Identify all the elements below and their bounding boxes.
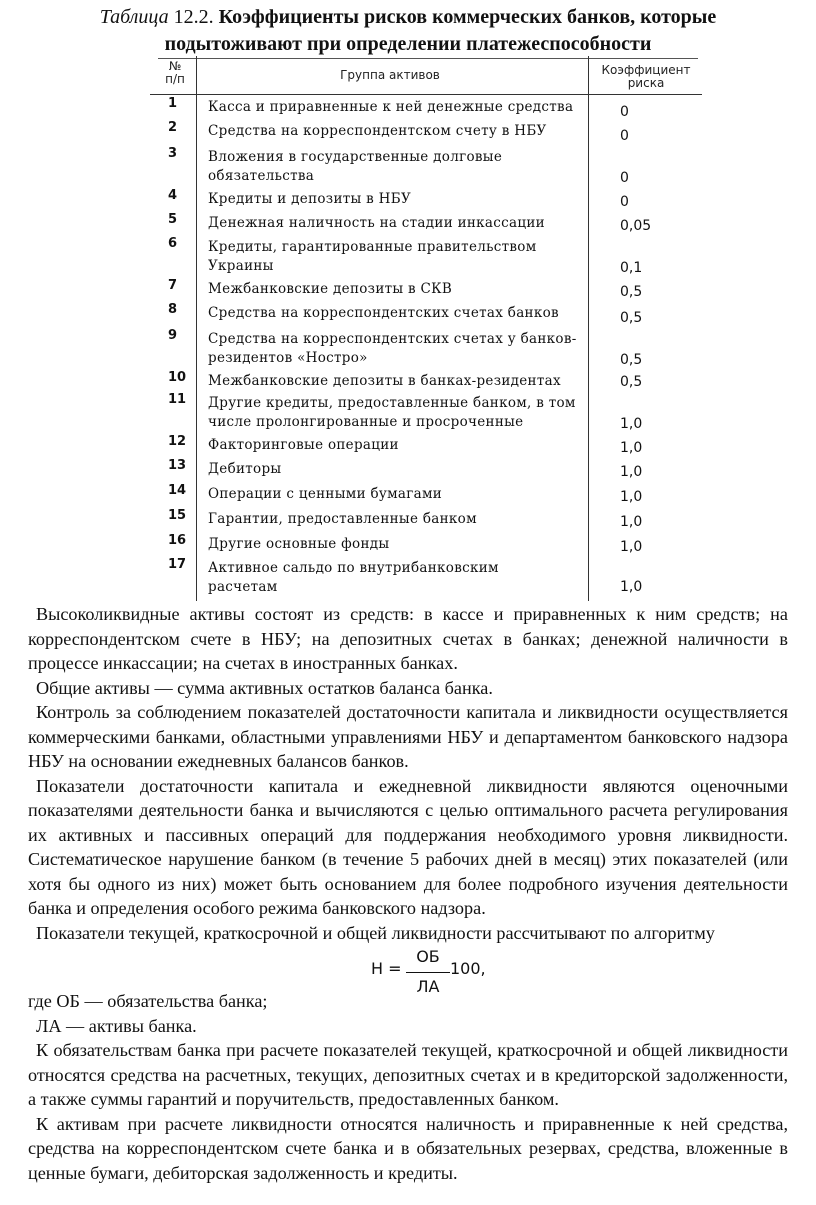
row-num: 6 [168, 236, 178, 251]
risk-coefficients-table [150, 56, 702, 601]
row-name: Операции с ценными бумагами [208, 486, 443, 502]
row-value: 1,0 [620, 464, 643, 480]
row-num: 10 [168, 370, 187, 385]
row-num: 1 [168, 96, 178, 111]
header-coef [594, 64, 698, 90]
row-value: 0 [620, 128, 629, 144]
paragraph: ЛА — активы банка. [36, 1015, 197, 1036]
paragraph: Общие активы — сумма активных остатков баланса банка. [36, 677, 493, 698]
row-name: Межбанковские депозиты в банках-резидентах [208, 373, 561, 389]
row-value: 0 [620, 104, 629, 120]
header-group: Группа активов [340, 68, 440, 82]
row-num: 4 [168, 188, 178, 203]
row-value: 0,5 [620, 352, 643, 368]
row-value: 0,5 [620, 284, 643, 300]
col-divider-1 [196, 56, 197, 601]
row-value: 0,5 [620, 374, 643, 390]
row-value: 1,0 [620, 579, 643, 595]
header-num [156, 60, 194, 86]
row-value: 1,0 [620, 416, 643, 432]
formula-fraction [406, 945, 450, 999]
row-num: 13 [168, 458, 187, 473]
row-value: 1,0 [620, 489, 643, 505]
row-num: 14 [168, 483, 187, 498]
formula-denominator: ЛА [416, 976, 440, 996]
row-value: 0,1 [620, 260, 643, 276]
caption-number: 12.2. [168, 6, 219, 28]
header-coef-line2: риска [627, 76, 665, 90]
paragraph: Высоколиквидные активы состоят из средств: в кассе и приравненных к ним средств; на корреспондентском счете в НБУ; на депозитных счетах в банках; денежной наличности в процессе инкассации; на счетах в иностранных банках. [28, 604, 788, 673]
row-name: Кредиты и депозиты в НБУ [208, 191, 412, 207]
row-name: Кредиты, гарантированные правительством Украины [208, 239, 537, 274]
row-num: 12 [168, 434, 187, 449]
header-num-line1: № [168, 59, 182, 73]
row-num: 16 [168, 533, 187, 548]
row-num: 8 [168, 302, 178, 317]
caption-title-line1: Коэффициенты рисков коммерческих банков, которые [218, 6, 717, 28]
row-name: Вложения в государственные долговые обязательства [208, 149, 503, 184]
row-num: 3 [168, 146, 178, 161]
row-num: 15 [168, 508, 187, 523]
row-name: Средства на корреспондентских счетах у банков-резидентов «Ностро» [208, 331, 577, 366]
table-header [150, 56, 702, 95]
row-name: Факторинговые операции [208, 437, 399, 453]
row-num: 17 [168, 557, 187, 572]
formula-multiplier: 100, [450, 959, 486, 978]
row-value: 0,05 [620, 218, 652, 234]
row-num: 9 [168, 328, 178, 343]
formula-lhs: Н = [371, 959, 402, 978]
paragraph: К активам при расчете ликвидности относятся наличность и приравненные к ней средства, средства на корреспондентском счете банка и в обязательных резервах, средства, вложенные в ценные бумаги, дебиторская задолженность и кредиты. [28, 1113, 788, 1183]
row-num: 2 [168, 120, 178, 135]
formula-numerator: ОБ [406, 945, 450, 973]
liquidity-formula [28, 945, 788, 996]
row-value: 1,0 [620, 440, 643, 456]
paragraph: К обязательствам банка при расчете показателей текущей, краткосрочной и общей ликвидности относятся средства на расчетных, текущих, депозитных счетах и в кредиторской задолженности, а также суммы гарантий и поручительств, предоставленных банком. [28, 1040, 788, 1109]
row-name: Гарантии, предоставленные банком [208, 511, 477, 527]
row-name: Средства на корреспондентских счетах банков [208, 305, 559, 321]
header-num-line2: п/п [165, 72, 185, 86]
paragraph: Контроль за соблюдением показателей достаточности капитала и ликвидности осуществляется коммерческими банками, областными управлениями НБУ и департаментом банковского надзора НБУ на основании ежедневных балансов банков. [28, 702, 788, 771]
body-text [28, 602, 788, 1185]
row-value: 0 [620, 170, 629, 186]
row-value: 0,5 [620, 310, 643, 326]
row-name: Денежная наличность на стадии инкассации [208, 215, 545, 231]
col-divider-2 [588, 56, 589, 601]
paragraph: Показатели достаточности капитала и ежедневной ликвидности являются оценочными показателями деятельности банка и вычисляются с целью оптимального расчета регулирования их активных и пассивных операций для поддержания необходимого уровня ликвидности. Систематическое нарушение банком (в течение 5 рабочих дней в месяц) этих показателей (или хотя бы одного из них) может быть основанием для более подробного изучения деятельности банка и определения особого режима банковского надзора. [28, 775, 788, 918]
row-value: 1,0 [620, 539, 643, 555]
row-value: 0 [620, 194, 629, 210]
table-caption [20, 4, 796, 58]
row-name: Касса и приравненные к ней денежные средства [208, 99, 574, 115]
row-name: Средства на корреспондентском счету в НБУ [208, 123, 547, 139]
row-num: 11 [168, 392, 187, 407]
row-name: Активное сальдо по внутрибанковским расчетам [208, 560, 499, 595]
header-coef-line1: Коэффициент [601, 63, 691, 77]
row-num: 5 [168, 212, 178, 227]
paragraph: Показатели текущей, краткосрочной и общей ликвидности рассчитывают по алгоритму [36, 922, 715, 943]
row-name: Другие кредиты, предоставленные банком, в том числе пролонгированные и просроченные [208, 395, 576, 430]
row-value: 1,0 [620, 514, 643, 530]
caption-label: Таблица [99, 6, 169, 28]
paragraph: где ОБ — обязательства банка; [28, 991, 268, 1011]
row-num: 7 [168, 278, 178, 293]
row-name: Дебиторы [208, 461, 282, 477]
row-name: Другие основные фонды [208, 536, 390, 552]
caption-title-line2: подытоживают при определении платежеспособности [164, 33, 652, 55]
row-name: Межбанковские депозиты в СКВ [208, 281, 453, 297]
